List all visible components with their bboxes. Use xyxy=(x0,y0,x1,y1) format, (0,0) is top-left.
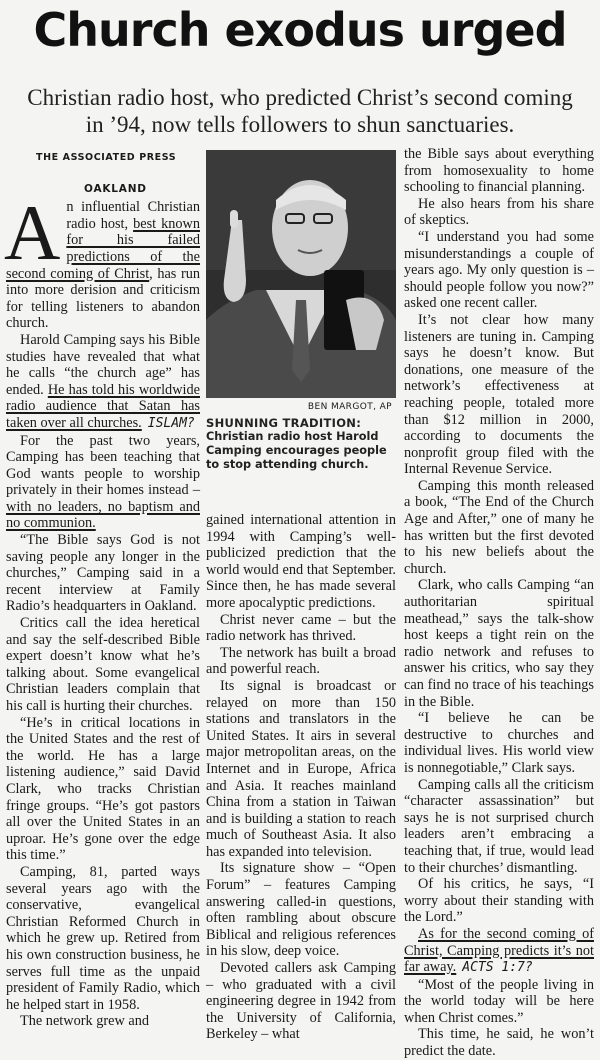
paragraph: Clark, who calls Camping “an authoritarian spiritual meathead,” says the talk-show host keeps a tight rein on the radio network and refuses to answer his critics, who say they can find no trace of his teachings in the Bible. xyxy=(404,577,594,710)
paragraph: Camping calls all the criticism “character assassination” but says he is not surprised church leaders aren’t embracing a teaching that, if true, would lead to their churches’ dismantling. xyxy=(404,776,594,876)
underlined-text: As for the second coming of Christ, Camping predicts it’s not far away. xyxy=(404,925,594,976)
text-run: Harold Camping says his Bible studies have revealed that what he calls “the church age” has ended. xyxy=(6,331,200,398)
paragraph: The network has built a broad and powerful reach. xyxy=(206,644,396,678)
article-column-3 xyxy=(404,146,594,1060)
paragraph: The network grew and xyxy=(20,1013,150,1030)
paragraph: This time, he said, he won’t predict the date. xyxy=(404,1026,594,1060)
paragraph: Critics call the idea heretical and say the self-described Bible expert doesn’t know what he’s talking about. Some evangelical Christian leaders complain that his call is hurting their churches. xyxy=(6,615,200,714)
article-column-1 xyxy=(6,150,200,1030)
paragraph: “Most of the people living in the world today will be here when Christ comes.” xyxy=(404,976,594,1026)
headline: Church exodus urged xyxy=(33,3,567,57)
underlined-text: best known for his failed predictions of the second coming of Christ xyxy=(6,215,200,282)
underlined-text: with no leaders, no baptism and no communion. xyxy=(6,498,200,532)
paragraph: “I understand you had some misunderstandings a couple of years ago. My only question is – should people follow you now?” asked one recent caller. xyxy=(404,228,594,312)
paragraph: Devoted callers ask Camping – who graduated with a civil engineering degree in 1942 from the University of California, Berkeley – what xyxy=(206,960,396,1043)
drop-cap: A xyxy=(4,189,61,277)
handwritten-note: ISLAM? xyxy=(147,415,195,431)
paragraph: “He’s in critical locations in the United States and the rest of the world. He has a large listening audience,” said David Clark, who tracks Christian fringe groups. “He’s got pastors all over the United States in an uproar. He’s gone over the edge this time.” xyxy=(6,714,200,864)
paragraph: “The Bible says God is not saving people any longer in the churches,” Camping said in a recent interview at Family Radio’s headquarters in Oakland. xyxy=(6,532,200,615)
paragraph xyxy=(4,189,201,332)
paragraph: Camping, 81, parted ways several years ago with the conservative, evangelical Christian Reformed Church in which he grew up. Retired from his own construction business, he serves full time as the unpaid president of Family Radio, which he helped start in 1958. xyxy=(6,863,200,1013)
paragraph: He also hears from his share of skeptics. xyxy=(404,195,594,229)
paragraph: gained international attention in 1994 with Camping’s well-publicized prediction that the world would end that September. Since then, he has made several more apocalyptic predictions. xyxy=(206,512,396,611)
caption-text: Christian radio host Harold Camping encourages people to stop attending church. xyxy=(206,430,387,471)
text-run: For the past two years, Camping has been teaching that God wants people to worship privately in their homes instead – xyxy=(6,432,200,499)
paragraph: the Bible says about everything from homosexuality to home schooling to financial planning. xyxy=(404,146,594,196)
photo-illustration xyxy=(206,150,396,398)
deck-subheadline: Christian radio host, who predicted Christ’s second coming in ’94, now tells followers to shun sanctuaries. xyxy=(27,85,573,137)
text-run: , has run into more derision and criticism for telling listeners to abandon church. xyxy=(6,265,201,332)
paragraph: Its signal is broadcast or relayed on more than 150 stations and translators in the United States. It airs in several major metropolitan areas, on the Internet and in Europe, Africa and Asia. It reaches mainland China from a station in Taiwan and is building a station to reach much of Southeast Asia. It also has expanded into television. xyxy=(206,677,396,860)
paragraph xyxy=(404,926,594,977)
paragraph: Christ never came – but the radio network has thrived. xyxy=(206,611,396,645)
byline: THE ASSOCIATED PRESS xyxy=(36,152,177,163)
paragraph: Camping this month released a book, “The End of the Church Age and After,” one of many he has written but the first devoted to his new beliefs about the church. xyxy=(404,477,594,577)
article-column-2 xyxy=(206,512,396,1043)
caption-kicker: SHUNNING TRADITION: xyxy=(206,416,362,430)
handwritten-note: ACTS 1:7? xyxy=(462,960,533,976)
paragraph: Its signature show – “Open Forum” – features Camping answering called-in questions, often rambling about obscure Biblical and religious references in his slow, deep voice. xyxy=(206,860,396,960)
photo-harold-camping xyxy=(206,150,396,398)
paragraph xyxy=(6,332,200,433)
paragraph xyxy=(6,433,200,533)
photo-caption xyxy=(206,416,396,472)
paragraph: “I believe he can be destructive to churches and individual lives. His world view is nonnegotiable,” Clark says. xyxy=(404,710,594,776)
photo-credit: BEN MARGOT, AP xyxy=(307,402,392,412)
dateline: OAKLAND xyxy=(84,182,147,195)
paragraph: It’s not clear how many listeners are tuning in. Camping says he doesn’t know. But donations, one measure of the network’s effectiveness at reaching people, totaled more than $12 million in 2000, according to documents the nonprofit group filed with the Internal Revenue Service. xyxy=(404,311,594,478)
underlined-text: He has told his worldwide radio audience that Satan has taken over all churches. xyxy=(6,381,200,431)
paragraph: Of his critics, he says, “I worry about their standing with the Lord.” xyxy=(404,876,594,926)
text-run: n influential Christian radio host, xyxy=(66,199,200,232)
